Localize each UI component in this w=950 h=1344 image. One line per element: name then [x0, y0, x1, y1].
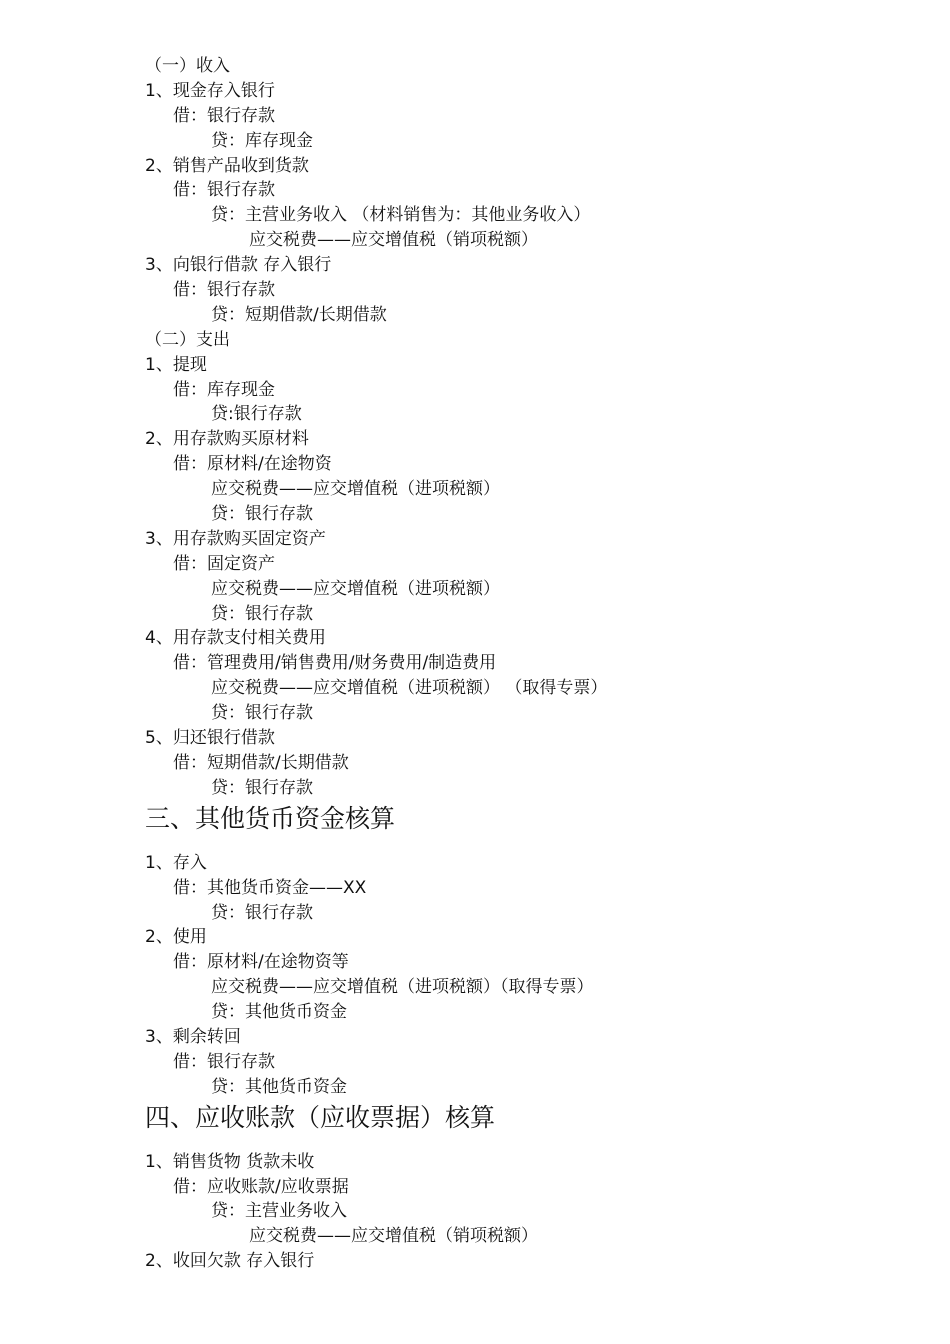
debit-line: 借：固定资产	[173, 553, 275, 574]
entry-title: 5、归还银行借款	[145, 728, 275, 749]
credit-line: 贷：短期借款/长期借款	[211, 304, 387, 325]
entry-title: 3、剩余转回	[145, 1026, 241, 1047]
credit-line: 贷：银行存款	[211, 603, 313, 624]
entry-title: 2、收回欠款 存入银行	[145, 1251, 315, 1272]
credit-line: 贷：主营业务收入	[211, 1201, 347, 1222]
entry-title: 1、提现	[145, 354, 207, 375]
credit-line: 贷：银行存款	[211, 902, 313, 923]
credit-line: 贷：库存现金	[211, 130, 313, 151]
entry-title: 2、使用	[145, 927, 207, 948]
credit-line: 贷：银行存款	[211, 504, 313, 525]
entry-title: 1、存入	[145, 852, 207, 873]
credit-line: 贷：其他货币资金	[211, 1076, 347, 1097]
debit-sub-line: 应交税费——应交增值税（进项税额） （取得专票）	[211, 678, 608, 699]
debit-line: 借：原材料/在途物资	[173, 454, 332, 475]
credit-line: 贷：银行存款	[211, 703, 313, 724]
entry-title: 3、用存款购买固定资产	[145, 528, 326, 549]
debit-line: 借：应收账款/应收票据	[173, 1176, 349, 1197]
debit-sub-line: 应交税费——应交增值税（进项税额）	[211, 578, 500, 599]
entry-title: 2、销售产品收到货款	[145, 155, 309, 176]
credit-sub-line: 应交税费——应交增值税（销项税额）	[249, 230, 538, 251]
credit-line: 贷:银行存款	[211, 404, 302, 425]
section-heading-other-funds: 三、其他货币资金核算	[145, 803, 396, 833]
credit-line: 贷：银行存款	[211, 777, 313, 798]
entry-title: 1、现金存入银行	[145, 80, 275, 101]
debit-sub-line: 应交税费——应交增值税（进项税额）（取得专票）	[211, 977, 594, 998]
entry-title: 2、用存款购买原材料	[145, 429, 309, 450]
section-heading-receivables: 四、应收账款（应收票据）核算	[145, 1102, 496, 1132]
subsection-expense: （二）支出	[145, 329, 230, 350]
debit-line: 借：管理费用/销售费用/财务费用/制造费用	[173, 653, 497, 674]
debit-line: 借：短期借款/长期借款	[173, 752, 349, 773]
entry-title: 3、向银行借款 存入银行	[145, 255, 332, 276]
debit-line: 借：银行存款	[173, 105, 275, 126]
entry-title: 4、用存款支付相关费用	[145, 628, 326, 649]
credit-sub-line: 应交税费——应交增值税（销项税额）	[249, 1226, 538, 1247]
credit-line: 贷：主营业务收入 （材料销售为：其他业务收入）	[211, 205, 591, 226]
debit-line: 借：银行存款	[173, 180, 275, 201]
spacer	[0, 839, 950, 851]
debit-line: 借：库存现金	[173, 379, 275, 400]
debit-line: 借：其他货币资金——XX	[173, 877, 367, 898]
document-body	[0, 54, 950, 1274]
debit-line: 借：原材料/在途物资等	[173, 952, 349, 973]
subsection-income: （一）收入	[145, 56, 230, 76]
debit-line: 借：银行存款	[173, 280, 275, 301]
spacer	[0, 1138, 950, 1150]
debit-sub-line: 应交税费——应交增值税（进项税额）	[211, 479, 500, 500]
credit-line: 贷：其他货币资金	[211, 1002, 347, 1023]
debit-line: 借：银行存款	[173, 1051, 275, 1072]
entry-title: 1、销售货物 货款未收	[145, 1151, 315, 1172]
